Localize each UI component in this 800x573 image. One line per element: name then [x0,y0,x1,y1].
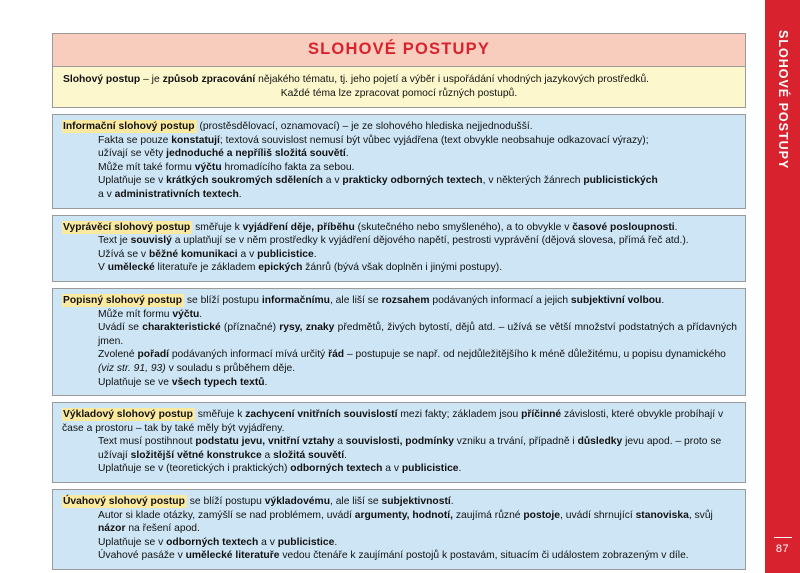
section-lead: (prostěsdělovací, oznamovací) – je ze slohového hlediska nejjednodušší. [196,121,533,132]
section-head-line: Vyprávěcí slohový postup směřuje k vyjádření děje, příběhu (skutečného nebo smyšleného), a to obvykle v časové posloupnosti. [63,221,678,233]
section-heading: Úvahový slohový postup [63,496,185,508]
section-body-line: Uplatňuje se v odborných textech a v publicistice. [98,536,338,548]
section-head-line: Úvahový slohový postup se blíží postupu výkladovému, ale liší se subjektivností. [63,496,454,508]
section-body-line: Uplatňuje se ve všech typech textů. [98,376,268,388]
section-body-line: Fakta se pouze konstatují; textová souvislost nemusí být vůbec vyjádřena (text obvykle neobsahuje odkazovací výrazy); [98,134,649,146]
section-body-line: Uplatňuje se v krátkých soukromých sděleních a v prakticky odborných textech, v některých žánrech publicistických [98,175,658,187]
section-vykladovy [52,402,746,483]
side-tab-label: SLOHOVÉ POSTUPY [776,30,790,170]
section-body-line: Uplatňuje se v (teoretických i praktických) odborných textech a v publicistice. [98,463,462,475]
content-area [52,33,746,573]
page-title: SLOHOVÉ POSTUPY [307,40,491,58]
intro-line-2: Každé téma lze zpracovat pomocí různých postupů. [280,87,518,99]
section-body-line: a v administrativních textech. [98,188,242,200]
section-body-line: Zvolené pořadí podávaných informací mívá určitý řád – postupuje se např. od nejdůležitějšího k méně důležitému, u popisu dynamického (viz str. 91, 93) v souladu s průběhem děje. [98,349,726,374]
section-vypraveci [52,215,746,282]
intro-dash: – je [140,74,163,85]
intro-line-1 [63,73,735,87]
page-number: 87 [775,543,790,555]
page-title-bar [52,33,746,66]
section-informacni [52,114,746,209]
section-popisny [52,288,746,396]
section-body-line: Užívá se v běžné komunikaci a v publicistice. [98,248,317,260]
intro-rest: nějakého tématu, tj. jeho pojetí a výběr i uspořádání vhodných jazykových prostředků. [255,74,650,85]
side-tab-label-wrap [765,30,800,250]
section-uvahovy [52,489,746,570]
intro-bold-phrase: způsob zpracování [162,74,256,85]
section-body-line: Úvahové pasáže v umělecké literatuře vedou čtenáře k zaujímání postojů k postavám, situacím či událostem zobrazeným v díle. [98,550,689,562]
section-head-line: Výkladový slohový postup směřuje k zachycení vnitřních souvislostí mezi fakty; základem jsou příčinné závislosti, které obvykle probíhají v čase a prostoru – tak by také měly být vyjádřeny. [62,409,724,434]
side-tab [765,0,800,573]
section-heading: Vyprávěcí slohový postup [63,221,191,233]
section-head-line: Popisný slohový postup se blíží postupu informačnímu, ale liší se rozsahem podávaných informací a jejich subjektivní volbou. [63,294,665,306]
section-heading: Informační slohový postup [63,121,195,132]
section-heading: Popisný slohový postup [63,294,182,306]
section-body-line: Text je souvislý a uplatňují se v něm prostředky k vyjádření dějového napětí, pestrosti vyprávění (dějová slovesa, přímá řeč atd.). [98,235,689,247]
section-heading: Výkladový slohový postup [63,409,193,421]
intro-term: Slohový postup [63,74,141,85]
section-head-line [62,120,737,134]
section-body-line: V umělecké literatuře je základem epických žánrů (bývá však doplněn i jinými postupy). [98,262,503,274]
section-body-line: Může mít formu výčtu. [98,308,203,320]
intro-block [52,66,746,108]
section-body-line: Autor si klade otázky, zamýšlí se nad problémem, uvádí argumenty, hodnotí, zaujímá různé postoje, uvádí shrnující stanoviska, svůj názor na řešení apod. [98,509,713,535]
page-number-rule [774,537,792,538]
section-body-line: Může mít také formu výčtu hromadícího fakta za sebou. [98,161,355,173]
section-body-line: Uvádí se charakteristické (příznačné) rysy, znaky předmětů, živých bytostí, dějů atd. – užívá se větší množství podstatných a přídavných jmen. [98,322,737,347]
section-body-line: užívají se věty jednoduché a nepříliš složitá souvětí. [98,148,349,160]
section-body-line: Text musí postihnout podstatu jevu, vnitřní vztahy a souvislosti, podmínky vzniku a trvání, případně i důsledky jevu apod. – proto se užívají složitější větné konstrukce a složitá souvětí. [98,436,722,461]
